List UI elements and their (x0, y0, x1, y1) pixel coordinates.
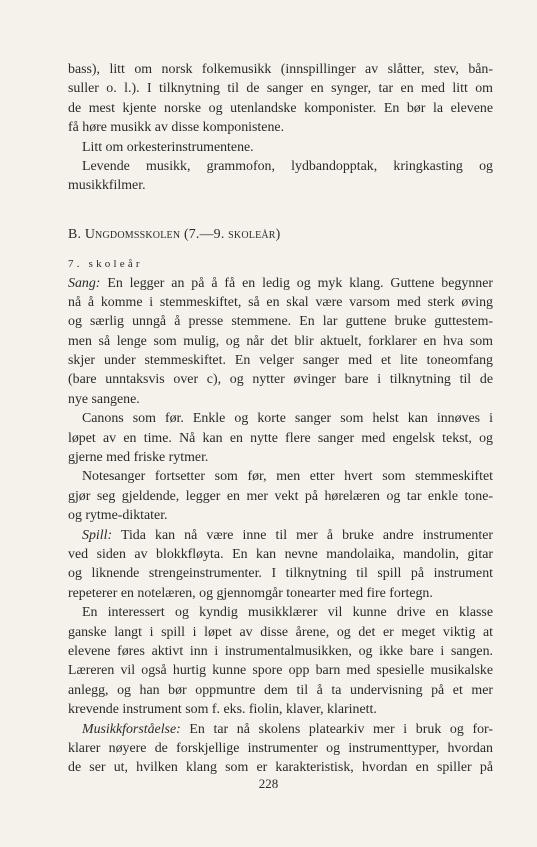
spacer (68, 196, 493, 215)
interessert-paragraph (68, 603, 493, 719)
text-line: Levende musikk, grammofon, lydbandopptak, kringkasting og (82, 158, 493, 174)
spacer (68, 215, 493, 225)
text-line: gjerne med friske rytmer. (68, 450, 209, 466)
text-line: Læreren vil også hurtig kunne spore opp barn med spesielle musikalske (68, 663, 493, 679)
body-text (68, 60, 493, 778)
paragraph-label: Sang: (68, 275, 101, 291)
intro-paragraph (68, 60, 493, 138)
text-line: de ser ut, hvilken klang som er karakteristisk, hvordan en spiller på (68, 760, 493, 776)
section-range: (7.—9. skoleår) (183, 226, 281, 242)
text-line: nye sangene. (68, 391, 140, 407)
spacer (68, 244, 493, 254)
canons-paragraph (68, 409, 493, 467)
text-line: krevende instrument som f. eks. fiolin, klaver, klarinett. (68, 702, 377, 718)
text-line: og rytme-diktater. (68, 508, 168, 524)
sang-paragraph (68, 274, 493, 410)
text-line: og særlig unngå å presse stemmene. En lar guttene bruke guttestem- (68, 314, 493, 330)
text-line: En interessert og kyndig musikklærer vil kunne drive en klasse (82, 605, 493, 621)
text-line: bass), litt om norsk folkemusikk (innspillinger av slåtter, stev, bån- (68, 62, 493, 77)
text-line: klarer nøyere de forskjellige instrumenter og instrumenttyper, hvordan (68, 740, 493, 756)
text-line: Musikkforståelse: En tar nå skolens platearkiv mer i bruk og for- (82, 721, 493, 737)
text-line: ganske langt i spill i løpet av disse årene, og det er meget viktig at (68, 624, 493, 640)
subsection-heading (68, 254, 493, 273)
page-number: 228 (258, 776, 279, 791)
text-line: Spill: Tida kan nå være inne til mer å bruke andre instrumenter (82, 527, 493, 543)
section-title: Ungdomsskolen (84, 226, 181, 242)
subsection-title: 7. skoleår (68, 258, 143, 271)
text-line: Sang: En legger an på å få en ledig og myk klang. Guttene begynner (68, 275, 493, 291)
text-line: anlegg, og han bør oppmuntre dem til å ta undervisning på et mer (68, 682, 493, 698)
levende-paragraph (68, 157, 493, 196)
text-line: Canons som før. Enkle og korte sanger som helst kan innøves i (82, 411, 493, 427)
text-line: Notesanger fortsetter som før, men etter hvert som stemmeskiftet (82, 469, 493, 485)
forstaelse-paragraph (68, 720, 493, 778)
text-line: nå å komme i stemmeskiftet, så en skal være varsom med sterk øving (68, 294, 493, 310)
text-line: få høre musikk av disse komponistene. (68, 120, 285, 136)
text-line: og liknende strengeinstrumenter. I tilknytning til spill på instrument (68, 566, 493, 582)
text-line: repeterer en notelæren, og gjennomgår tonearter med fire fortegn. (68, 585, 433, 601)
text-line: skjer under stemmeskiftet. En velger sanger med et lite toneomfang (68, 353, 493, 369)
text-line: Litt om orkesterinstrumentene. (82, 139, 254, 155)
paragraph-label: Musikkforståelse: (82, 721, 181, 737)
text-line: gjør seg gjeldende, legger en mer vekt på hørelæren og tar enkle tone- (68, 488, 493, 504)
text-line: suller o. l.). I tilknytning til de sanger en synger, tar en med litt om (68, 81, 493, 97)
text-line: elevene føres aktivt inn i instrumentalmusikken, og ikke bare i sangen. (68, 643, 493, 659)
text-line: ved siden av blokkfløyta. En kan nevne mandolaika, mandolin, gitar (68, 546, 493, 562)
paragraph-label: Spill: (82, 527, 113, 543)
text-line: musikkfilmer. (68, 178, 146, 194)
text-line: de mest kjente norske og utenlandske komponister. En bør la elevene (68, 100, 493, 116)
notesanger-paragraph (68, 467, 493, 525)
orkester-paragraph (68, 138, 493, 157)
text-line: løpet av en time. Nå kan en nytte flere sanger med engelsk tekst, og (68, 430, 493, 446)
section-heading (68, 225, 493, 244)
spill-paragraph (68, 526, 493, 604)
text-line: men så lenge som mulig, og når det blir aktuelt, forklarer en hva som (68, 333, 493, 349)
section-prefix: B. (68, 226, 82, 242)
text-line: (bare unntaksvis over c), og nytter øvinger bare i tilknytning til de (68, 372, 493, 388)
